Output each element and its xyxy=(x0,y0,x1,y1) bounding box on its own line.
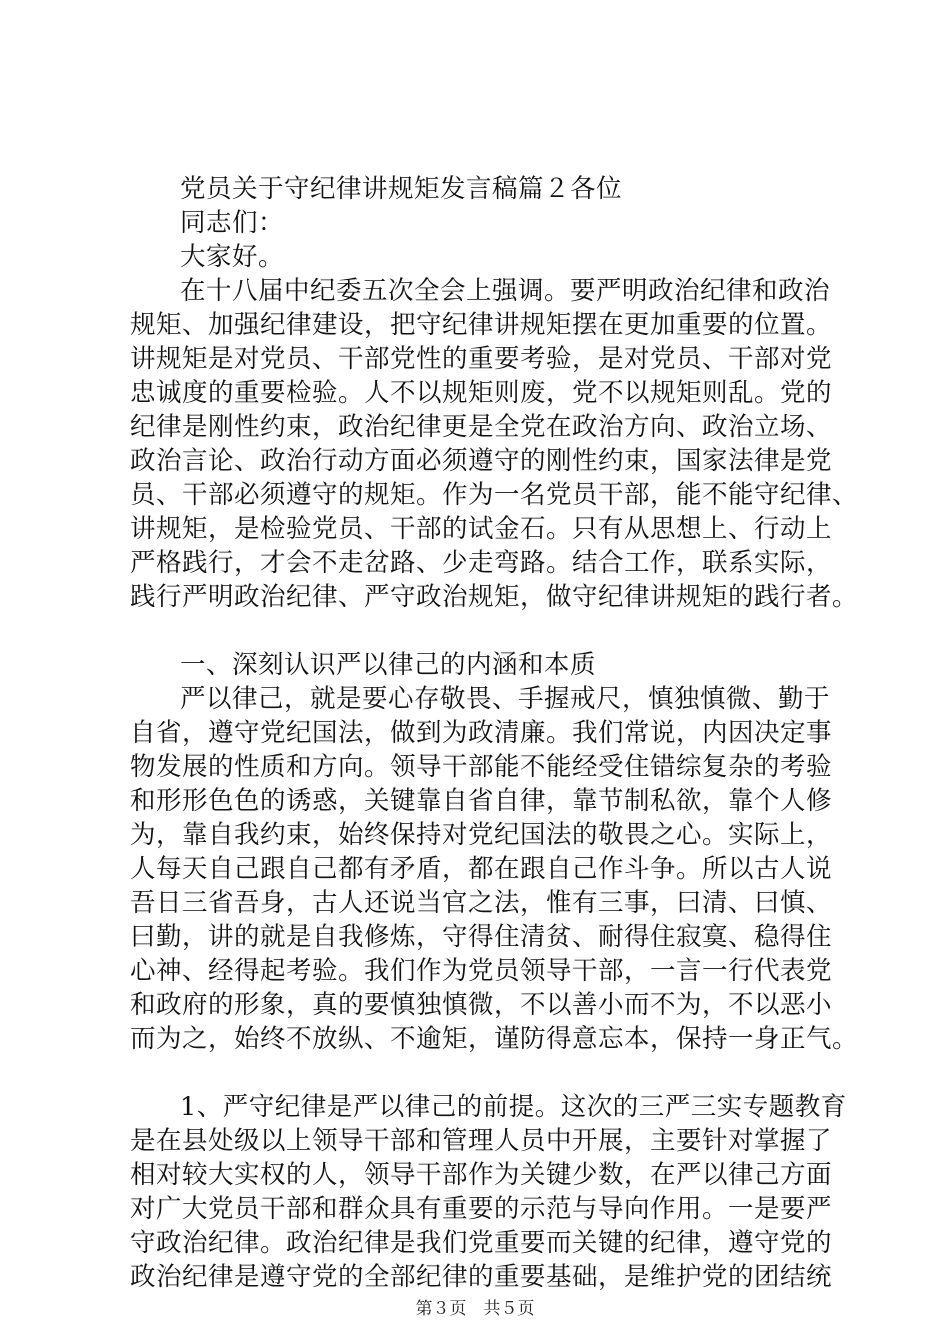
paragraph-2-line: 曰勤，讲的就是自我修炼，守得住清贫、耐得住寂寞、稳得住 xyxy=(130,922,833,952)
paragraph-3-line: 1、严守纪律是严以律己的前提。这次的三严三实专题教育 xyxy=(180,1092,847,1122)
paragraph-2-line: 物发展的性质和方向。领导干部能不能经受住错综复杂的考验 xyxy=(130,752,833,782)
document-body xyxy=(130,172,859,1294)
section-heading: 一、深刻认识严以律己的内涵和本质 xyxy=(180,650,597,680)
paragraph-1-line: 员、干部必须遵守的规矩。作为一名党员干部，能不能守纪律、 xyxy=(130,480,859,510)
paragraph-1 xyxy=(130,274,859,614)
paragraph-2-line: 吾日三省吾身，古人还说当官之法，惟有三事，曰清、曰慎、 xyxy=(130,888,833,918)
paragraph-2-line: 自省，遵守党纪国法，做到为政清廉。我们常说，内因决定事 xyxy=(130,718,833,748)
paragraph-1-line: 讲规矩，是检验党员、干部的试金石。只有从思想上、行动上 xyxy=(130,514,833,544)
greeting: 大家好。 xyxy=(180,242,285,272)
paragraph-2-line: 而为之，始终不放纵、不逾矩，谨防得意忘本，保持一身正气。 xyxy=(130,1024,859,1054)
paragraph-spacer xyxy=(130,614,830,648)
paragraph-3-line: 是在县处级以上领导干部和管理人员中开展，主要针对掌握了 xyxy=(130,1126,833,1156)
paragraph-2-line: 心神、经得起考验。我们作为党员领导干部，一言一行代表党 xyxy=(130,956,833,986)
paragraph-3-line: 对广大党员干部和群众具有重要的示范与导向作用。一是要严 xyxy=(130,1194,833,1224)
paragraph-3 xyxy=(130,1090,847,1294)
paragraph-1-line: 政治言论、政治行动方面必须遵守的刚性约束，国家法律是党 xyxy=(130,446,833,476)
paragraph-1-line: 严格践行，才会不走岔路、少走弯路。结合工作，联系实际， xyxy=(130,548,833,578)
paragraph-2 xyxy=(130,682,859,1056)
paragraph-1-line: 纪律是刚性约束，政治纪律更是全党在政治方向、政治立场、 xyxy=(130,412,833,442)
paragraph-2-line: 和形形色色的诱惑，关键靠自省自律，靠节制私欲，靠个人修 xyxy=(130,786,833,816)
paragraph-2-line: 和政府的形象，真的要慎独慎微，不以善小而不为，不以恶小 xyxy=(130,990,833,1020)
document-title-line: 党员关于守纪律讲规矩发言稿篇２各位 xyxy=(180,174,623,204)
paragraph-1-line: 忠诚度的重要检验。人不以规矩则废，党不以规矩则乱。党的 xyxy=(130,378,833,408)
paragraph-1-line: 在十八届中纪委五次全会上强调。要严明政治纪律和政治 xyxy=(180,276,831,306)
paragraph-spacer xyxy=(130,1056,830,1090)
paragraph-2-line: 严以律己，就是要心存敬畏、手握戒尺，慎独慎微、勤于 xyxy=(180,684,831,714)
paragraph-3-line: 相对较大实权的人，领导干部作为关键少数，在严以律己方面 xyxy=(130,1160,833,1190)
paragraph-1-line: 讲规矩是对党员、干部党性的重要考验，是对党员、干部对党 xyxy=(130,344,833,374)
salutation: 同志们： xyxy=(180,208,285,238)
paragraph-2-line: 为，靠自我约束，始终保持对党纪国法的敬畏之心。实际上， xyxy=(130,820,833,850)
paragraph-3-line: 政治纪律是遵守党的全部纪律的重要基础，是维护党的团结统 xyxy=(130,1262,833,1292)
paragraph-2-line: 人每天自己跟自己都有矛盾，都在跟自己作斗争。所以古人说 xyxy=(130,854,833,884)
paragraph-1-line: 规矩、加强纪律建设，把守纪律讲规矩摆在更加重要的位置。 xyxy=(130,310,833,340)
page-footer: 第３页 共５页 xyxy=(415,1299,535,1319)
paragraph-1-line: 践行严明政治纪律、严守政治规矩，做守纪律讲规矩的践行者。 xyxy=(130,582,859,612)
paragraph-3-line: 守政治纪律。政治纪律是我们党重要而关键的纪律，遵守党的 xyxy=(130,1228,833,1258)
